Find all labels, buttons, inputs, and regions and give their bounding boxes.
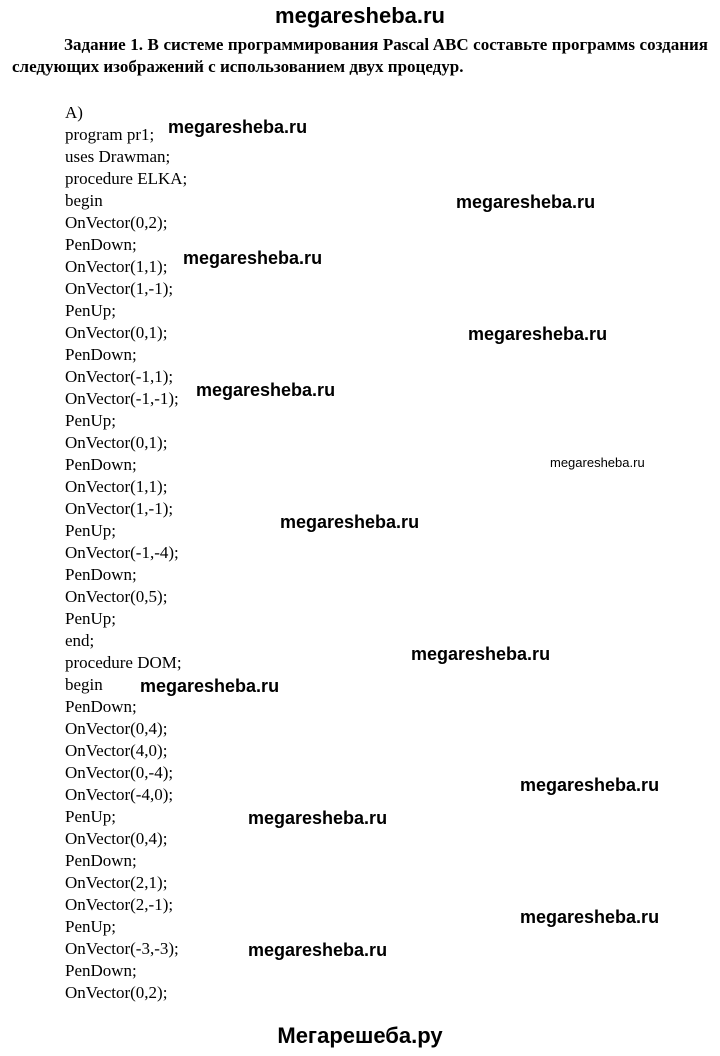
code-line: program pr1;: [65, 125, 155, 144]
task-statement: Задание 1. В системе программирования Pascal ABC составьте программs создания следующих изображений с использованием двух процедур.: [12, 35, 708, 76]
code-line: OnVector(2,1);: [65, 873, 168, 892]
watermark: megaresheba.ru: [411, 644, 551, 664]
code-line: OnVector(0,1);: [65, 433, 168, 452]
code-line: OnVector(0,-4);: [65, 763, 174, 782]
watermark: megaresheba.ru: [520, 775, 660, 795]
watermark: megaresheba.ru: [280, 512, 420, 532]
code-line: PenDown;: [65, 961, 137, 980]
code-line: OnVector(-3,-3);: [65, 939, 179, 958]
code-line: OnVector(0,4);: [65, 719, 168, 738]
code-line: begin: [65, 191, 103, 210]
code-line: procedure DOM;: [65, 653, 182, 672]
code-line: OnVector(-1,-1);: [65, 389, 179, 408]
watermark: megaresheba.ru: [248, 940, 388, 960]
watermark: megaresheba.ru: [456, 192, 596, 212]
code-line: OnVector(-4,0);: [65, 785, 174, 804]
watermark: megaresheba.ru: [196, 380, 336, 400]
code-line: OnVector(0,4);: [65, 829, 168, 848]
code-line: PenUp;: [65, 609, 116, 628]
code-line: PenDown;: [65, 455, 137, 474]
code-line: OnVector(0,5);: [65, 587, 168, 606]
code-line: OnVector(4,0);: [65, 741, 168, 760]
code-line: OnVector(-1,1);: [65, 367, 174, 386]
code-line: PenUp;: [65, 411, 116, 430]
code-line: OnVector(1,-1);: [65, 499, 174, 518]
code-line: OnVector(1,-1);: [65, 279, 174, 298]
code-line: end;: [65, 631, 95, 650]
watermark: megaresheba.ru: [248, 808, 388, 828]
code-line: OnVector(0,1);: [65, 323, 168, 342]
code-line: PenUp;: [65, 807, 116, 826]
watermark: megaresheba.ru: [468, 324, 608, 344]
code-line: PenDown;: [65, 345, 137, 364]
watermark: megaresheba.ru: [168, 117, 308, 137]
code-line: PenDown;: [65, 565, 137, 584]
site-footer: Мегарешеба.ру: [277, 1023, 443, 1048]
code-line: OnVector(-1,-4);: [65, 543, 179, 562]
code-line: PenUp;: [65, 917, 116, 936]
code-line: OnVector(2,-1);: [65, 895, 174, 914]
code-listing: [65, 102, 187, 1004]
code-line: PenUp;: [65, 521, 116, 540]
watermark: megaresheba.ru: [140, 676, 280, 696]
code-line: OnVector(0,2);: [65, 983, 168, 1002]
code-line: PenDown;: [65, 235, 137, 254]
site-header: megaresheba.ru: [275, 3, 445, 28]
code-line: procedure ELKA;: [65, 169, 188, 188]
code-line: uses Drawman;: [65, 147, 171, 166]
code-line: OnVector(1,1);: [65, 257, 168, 276]
watermark: megaresheba.ru: [550, 455, 645, 470]
code-line: PenDown;: [65, 697, 137, 716]
code-line: OnVector(1,1);: [65, 477, 168, 496]
code-line: А): [65, 103, 83, 122]
code-line: OnVector(0,2);: [65, 213, 168, 232]
watermark: megaresheba.ru: [183, 248, 323, 268]
code-line: PenDown;: [65, 851, 137, 870]
watermark: megaresheba.ru: [520, 907, 660, 927]
code-line: begin: [65, 675, 103, 694]
code-line: PenUp;: [65, 301, 116, 320]
